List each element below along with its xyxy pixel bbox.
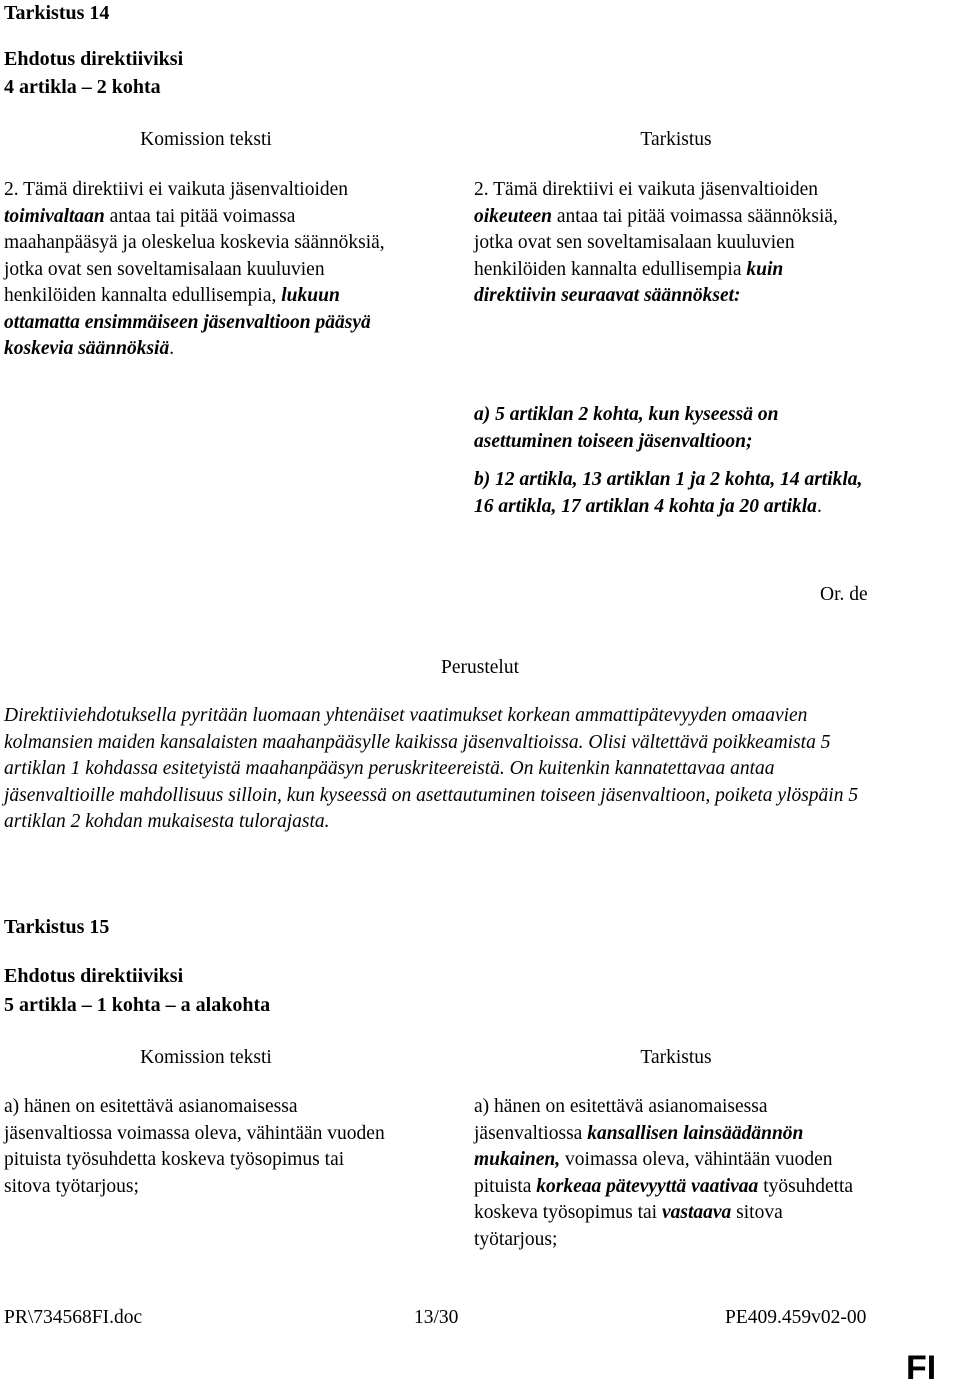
- amendment-14-reference: 4 artikla – 2 kohta: [4, 76, 161, 98]
- footer-page-number: 13/30: [414, 1307, 459, 1328]
- amendment-item-b: b) 12 artikla, 13 artiklan 1 ja 2 kohta, 14 artikla, 16 artikla, 17 artiklan 4 kohta ja 20 artikla.: [474, 469, 863, 517]
- footer-doc-name: PR\734568FI.doc: [4, 1307, 143, 1328]
- justification-text: Direktiiviehdotuksella pyritään luomaan yhtenäiset vaatimukset korkean ammattipätevyyden omaavien kolmansien maiden kansalaisten maahanpääsylle kaikissa jäsenvaltioissa. Olisi vältettävä poikkeamista 5 artiklan 1 kohdassa esitetyistä maahanpääsyn peruskriteereistä. On kuitenkin kannatettavaa antaa jäsenvaltioille mahdollisuus silloin, kun kyseessä on asettautuminen toiseen jäsenvaltioon, poiketa ylöspäin 5 artiklan 2 kohdan mukaisesta tulorajasta.: [4, 705, 859, 832]
- footer-reference: PE409.459v02-00: [725, 1307, 867, 1328]
- amendment-15-proposal: Ehdotus direktiiviksi: [4, 965, 184, 987]
- amendment-15-title: Tarkistus 15: [4, 916, 110, 938]
- amendment-15-reference: 5 artikla – 1 kohta – a alakohta: [4, 994, 271, 1016]
- footer-language-code: FI: [906, 1349, 937, 1387]
- amendment-header-15: Tarkistus: [640, 1047, 712, 1068]
- amendment-item-a: a) 5 artiklan 2 kohta, kun kyseessä on asettuminen toiseen jäsenvaltioon;: [474, 404, 779, 452]
- commission-text-header: Komission teksti: [140, 129, 272, 150]
- amendment-14-title: Tarkistus 14: [4, 2, 110, 24]
- amendment-header: Tarkistus: [640, 129, 712, 150]
- amendment-paragraph: 2. Tämä direktiivi ei vaikuta jäsenvaltioiden oikeuteen antaa tai pitää voimassa säännöksiä, jotka ovat sen soveltamisalaan kuuluvien henkilöiden kannalta edullisempia kuin direktiivin seuraavat säännökset:: [474, 179, 838, 306]
- original-language: Or. de: [820, 584, 868, 605]
- amendment-14-proposal: Ehdotus direktiiviksi: [4, 48, 184, 70]
- amendment-paragraph-15: a) hänen on esitettävä asianomaisessa jäsenvaltiossa kansallisen lainsäädännön mukainen, voimassa oleva, vähintään vuoden pituista korkeaa pätevyyttä vaativaa työsuhdetta koskeva työsopimus tai vastaava sitova työtarjous;: [474, 1096, 854, 1250]
- commission-text-paragraph: 2. Tämä direktiivi ei vaikuta jäsenvaltioiden toimivaltaan antaa tai pitää voimassa maahanpääsyä ja oleskelua koskevia säännöksiä, jotka ovat sen soveltamisalaan kuuluvien henkilöiden kannalta edullisempia, lukuun ottamatta ensimmäiseen jäsenvaltioon pääsyä koskevia säännöksiä.: [4, 179, 385, 359]
- commission-text-paragraph-15: a) hänen on esitettävä asianomaisessa jäsenvaltiossa voimassa oleva, vähintään vuoden pituista työsuhdetta koskeva työsopimus tai sitova työtarjous;: [4, 1096, 385, 1197]
- justification-header: Perustelut: [441, 657, 519, 678]
- commission-text-header-15: Komission teksti: [140, 1047, 272, 1068]
